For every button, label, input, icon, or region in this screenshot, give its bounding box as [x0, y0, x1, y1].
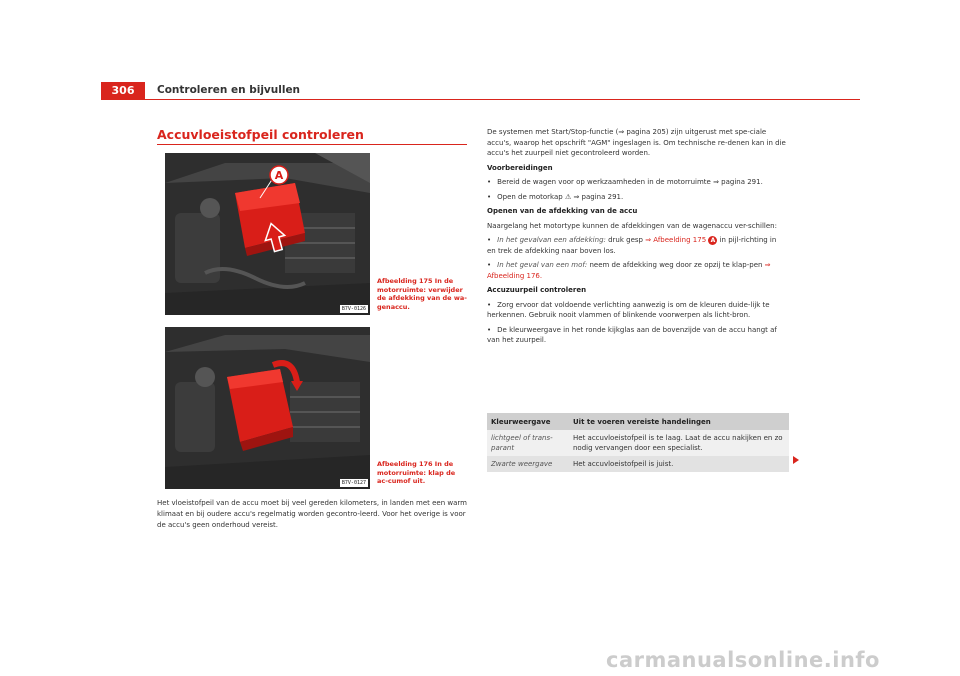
color-indication-table	[487, 413, 789, 472]
prep-item-2-ref: ⇒ pagina 291.	[573, 192, 624, 201]
table-cell-action: Het accuvloeistofpeil is juist.	[569, 456, 789, 472]
table-row	[487, 456, 789, 472]
table-cell-action: Het accuvloeistofpeil is te laag. Laat de accu nakijken en zo nodig vervangen door een specialist.	[569, 430, 789, 456]
watermark: carmanualsonline.info	[606, 648, 880, 672]
figure-176-caption: Afbeelding 176 In de motorruimte: klap de ac-cumof uit.	[377, 460, 456, 485]
section-title-rule	[157, 144, 467, 145]
figure-175-battery-cover	[165, 153, 370, 315]
table-cell-color: Zwarte weergave	[487, 456, 569, 472]
header-rule	[145, 99, 860, 100]
left-body-text: Het vloeistofpeil van de accu moet bij veel gereden kilometers, in landen met een warm klimaat en bij oudere accu's regelmatig worden gecontro-leerd. Voor het overige is voor de accu's geen onderhoud vereist.	[157, 499, 467, 529]
check-item-2: • De kleurweergave in het ronde kijkglas aan de bovenzijde van de accu hangt af van het zuurpeil.	[487, 325, 777, 344]
running-title: Controleren en bijvullen	[157, 84, 301, 96]
page-number: 306	[101, 82, 145, 100]
open-item-2: • In het geval van een mof: neem de afdekking weg door ze opzij te klap-pen ⇒ Afbeelding 176.	[487, 261, 771, 280]
warning-icon: ⚠	[564, 192, 572, 201]
open-item-2-em: In het geval van een mof:	[497, 261, 588, 269]
figure-code: B7V-0126	[341, 306, 366, 312]
figure-175-caption: Afbeelding 175 In de motorruimte: verwijder de afdekking van de wa-genaccu.	[377, 277, 467, 311]
check-item-1-text: Zorg ervoor dat voldoende verlichting aanwezig is om de kleuren duide-lijk te herkennen. Gebruik nooit vlammen of blinkende voorwerpen als licht-bron.	[487, 300, 770, 319]
figure-code: B7V-0127	[341, 480, 366, 486]
right-column	[487, 127, 787, 350]
callout-a-badge: A	[708, 236, 717, 245]
open-item-1-text-a: druk gesp	[605, 236, 646, 244]
open-item-1: • In het gevalvan een afdekking: druk gesp ⇒ Afbeelding 175 A in pijl-richting in en trek de afdekking naar boven los.	[487, 236, 777, 255]
continue-arrow-icon	[793, 456, 799, 464]
open-item-2-text: neem de afdekking weg door ze opzij te klap-pen	[587, 261, 765, 269]
engine-bay-illustration	[165, 153, 370, 315]
prep-item-1: • Bereid de wagen voor op werkzaamheden in de motorruimte ⇒ pagina 291.	[487, 178, 763, 186]
heading-open-cover: Openen van de afdekking van de accu	[487, 207, 638, 215]
open-paragraph: Naargelang het motortype kunnen de afdekkingen van de wagenaccu ver-schillen:	[487, 221, 777, 230]
open-item-1-em: In het gevalvan een afdekking:	[497, 236, 606, 244]
prep-item-1-text: Bereid de wagen voor op werkzaamheden in de motorruimte ⇒ pagina 291.	[497, 178, 763, 186]
table-header-cell: Kleurweergave	[487, 413, 569, 430]
check-item-1: • Zorg ervoor dat voldoende verlichting aanwezig is om de kleuren duide-lijk te herkennen. Gebruik nooit vlammen of blinkende voorwerpen als licht-bron.	[487, 300, 770, 319]
heading-preparations: Voorbereidingen	[487, 163, 553, 172]
open-item-1-text-b: in pijl-richting in en trek de afdekking naar boven los.	[487, 236, 777, 255]
prep-item-2-text: Open de motorkap	[497, 192, 563, 201]
engine-bay-illustration	[165, 327, 370, 489]
figure-176-link[interactable]: ⇒ Afbeelding 176.	[487, 261, 771, 280]
figure-176-battery-sleeve	[165, 327, 370, 489]
callout-a-label: A	[274, 169, 284, 182]
figure-175-link[interactable]: ⇒ Afbeelding 175	[645, 236, 707, 244]
table-header-cell: Uit te voeren vereiste handelingen	[569, 413, 789, 430]
table-header-row	[487, 413, 789, 430]
intro-paragraph: De systemen met Start/Stop-functie (⇒ pagina 205) zijn uitgerust met spe-ciale accu's, waarop het opschrift "AGM" ingeslagen is. Om technische re-denen kan in die accu's het zuurpeil niet gecontroleerd worden.	[487, 128, 786, 157]
table-cell-color: lichtgeel of trans-parant	[487, 430, 569, 456]
heading-check-acid: Accuzuurpeil controleren	[487, 286, 587, 294]
section-title: Accuvloeistofpeil controleren	[157, 127, 364, 142]
table-row	[487, 430, 789, 456]
check-item-2-text: De kleurweergave in het ronde kijkglas aan de bovenzijde van de accu hangt af van het zuurpeil.	[487, 325, 777, 344]
prep-item-2: • Open de motorkap ⚠ ⇒ pagina 291.	[487, 192, 624, 201]
